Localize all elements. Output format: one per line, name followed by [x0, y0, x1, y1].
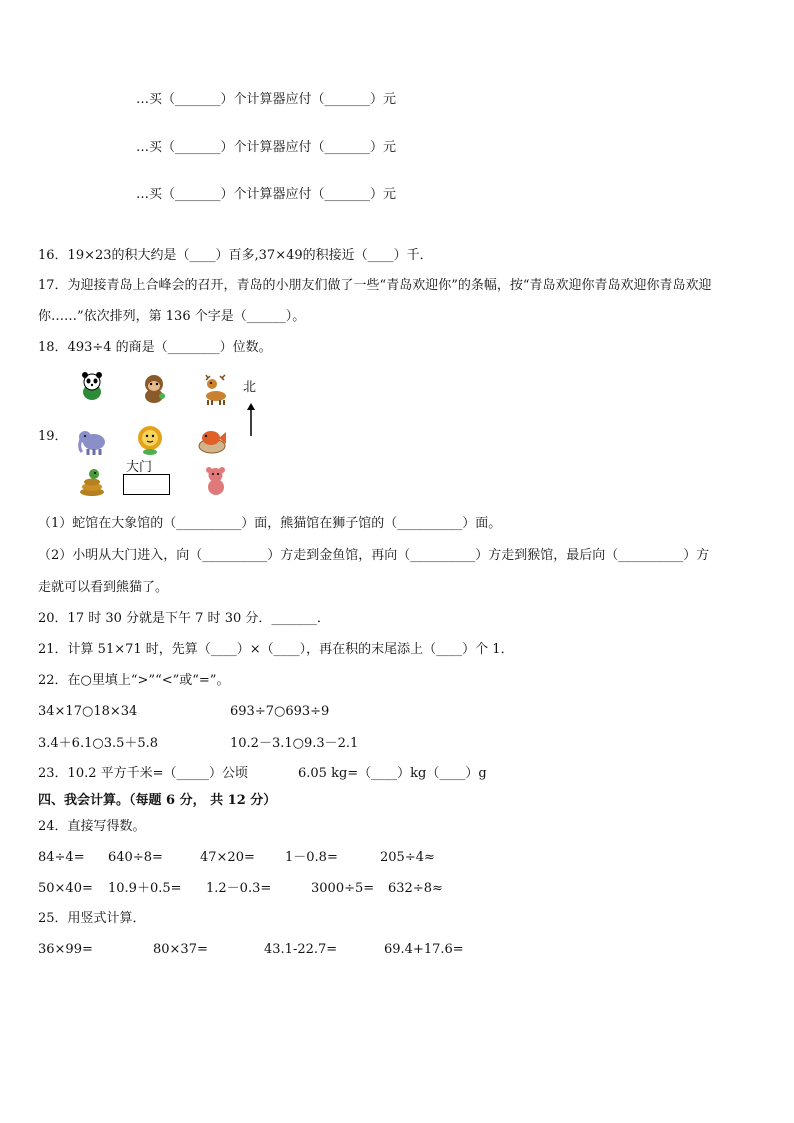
question-19-sub1: （1）蛇馆在大象馆的（__________）面，熊猫馆在狮子馆的（__________）面。 [38, 516, 502, 531]
question-24-item: 84÷4= [38, 850, 85, 865]
panda-icon [76, 370, 108, 402]
monkey-icon [138, 372, 170, 404]
question-24-item: 10.9＋0.5= [108, 881, 182, 896]
calc-line-3: …买（_______）个计算器应付（_______）元 [136, 187, 397, 202]
question-24-item: 3000÷5= [311, 881, 375, 896]
gate-label: 大门 [126, 460, 153, 475]
question-24-item: 50×40= [38, 881, 93, 896]
calc-line-1: …买（_______）个计算器应付（_______）元 [136, 92, 397, 107]
question-17-line1: 17．为迎接青岛上合峰会的召开，青岛的小朋友们做了一些“青岛欢迎你”的条幅，按“青岛欢迎你青岛欢迎你青岛欢迎 [38, 278, 712, 293]
question-22-title: 22．在○里填上“>”“<”或“=”。 [38, 673, 230, 688]
question-25-item: 80×37= [153, 942, 208, 957]
elephant-icon [76, 424, 108, 456]
question-22-item: 10.2－3.1○9.3－2.1 [230, 736, 359, 751]
question-22-item: 34×17○18×34 [38, 704, 138, 719]
north-arrow-icon [244, 402, 258, 438]
question-17-line2: 你……”依次排列，第 136 个字是（______）。 [38, 309, 306, 324]
question-18: 18．493÷4 的商是（________）位数。 [38, 340, 272, 355]
goldfish-icon [196, 424, 228, 456]
question-20: 20．17 时 30 分就是下午 7 时 30 分．_______． [38, 611, 330, 626]
question-21: 21．计算 51×71 时，先算（____）×（____），再在积的末尾添上（____）个 1． [38, 642, 514, 657]
gate-box [123, 474, 170, 495]
question-22-item: 3.4＋6.1○3.5＋5.8 [38, 736, 159, 751]
question-24-title: 24．直接写得数。 [38, 819, 146, 834]
question-25-item: 36×99= [38, 942, 93, 957]
question-24-item: 1－0.8= [285, 850, 338, 865]
snake-icon [76, 466, 108, 498]
question-19-sub2-line1: （2）小明从大门进入，向（__________）方走到金鱼馆，再向（__________）方走到猴馆，最后向（__________）方 [38, 548, 710, 563]
question-23-part1: 23．10.2 平方千米=（_____）公顷 [38, 766, 249, 781]
section-4-heading: 四、我会计算。（每题 6 分， 共 12 分） [38, 793, 277, 808]
question-24-item: 632÷8≈ [388, 881, 443, 896]
question-24-item: 1.2－0.3= [206, 881, 272, 896]
deer-icon [200, 374, 232, 406]
question-25-item: 43.1-22.7= [264, 942, 338, 957]
calc-line-2: …买（_______）个计算器应付（_______）元 [136, 140, 397, 155]
question-19-label: 19． [38, 429, 68, 444]
question-24-item: 640÷8= [108, 850, 163, 865]
question-22-item: 693÷7○693÷9 [230, 704, 330, 719]
question-16: 16．19×23的积大约是（____）百多,37×49的积接近（____）千． [38, 248, 433, 263]
question-23-part2: 6.05 kg=（____）kg（____）g [298, 766, 487, 781]
question-25-title: 25．用竖式计算． [38, 911, 146, 926]
question-25-item: 69.4+17.6= [384, 942, 464, 957]
lion-icon [134, 424, 166, 456]
bear-icon [200, 464, 232, 496]
question-24-item: 47×20= [200, 850, 255, 865]
question-19-sub2-line2: 走就可以看到熊猫了。 [38, 580, 169, 595]
north-label: 北 [243, 380, 257, 395]
question-24-item: 205÷4≈ [380, 850, 435, 865]
